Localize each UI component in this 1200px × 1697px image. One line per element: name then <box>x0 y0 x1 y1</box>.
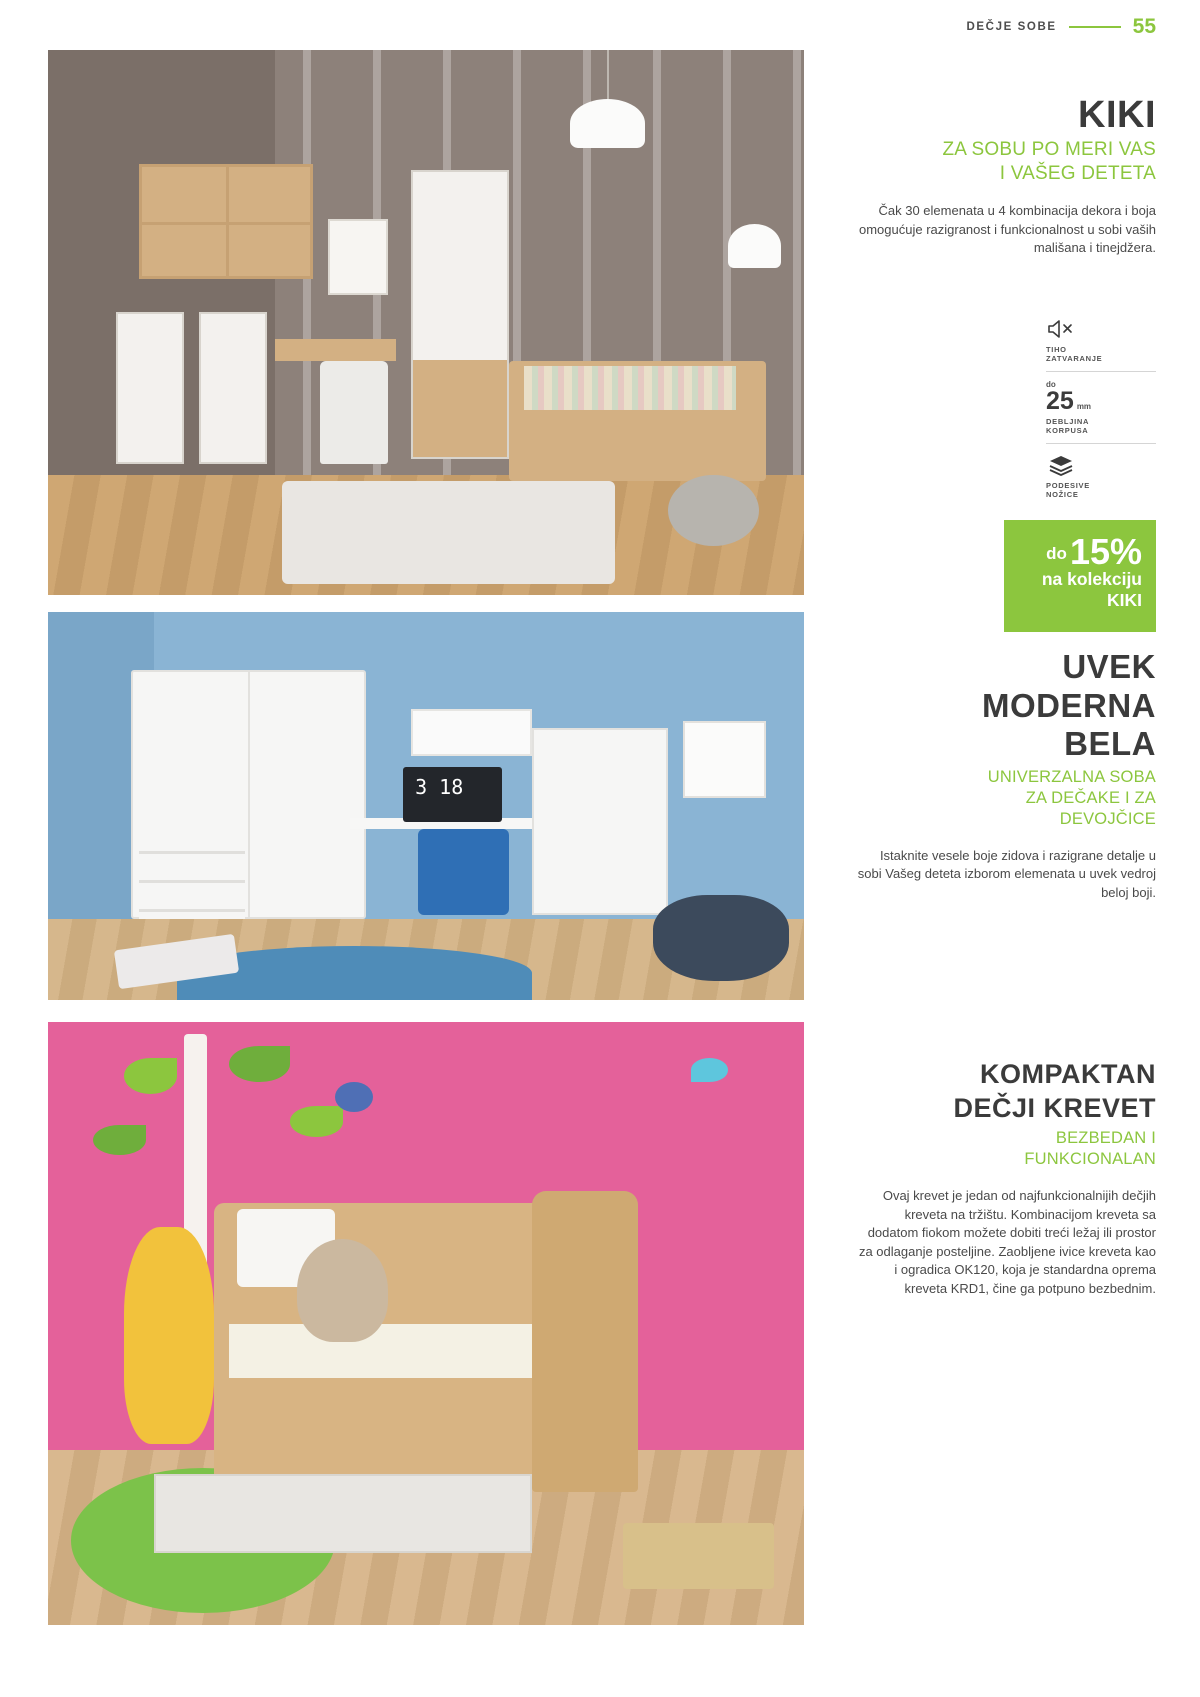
section-bed-text <box>856 1060 1156 1311</box>
beanbag <box>653 895 789 980</box>
thickness-unit: mm <box>1076 401 1092 411</box>
feature-panel-thickness <box>1046 380 1156 444</box>
feature-icon-list <box>856 316 1156 514</box>
mute-speaker-icon <box>1046 316 1156 342</box>
feature-caption-line2: ZATVARANJE <box>1046 354 1103 364</box>
mattress <box>229 1324 531 1378</box>
section-title-line1: UVEK <box>1062 648 1156 685</box>
floor-lamp <box>728 224 781 268</box>
discount-line2: na kolekciju <box>1041 569 1142 590</box>
desk <box>275 339 396 361</box>
section-subtitle-line3: DEVOJČICE <box>1059 809 1156 828</box>
cabinet-right <box>199 312 267 465</box>
header-category-label: DEČJE SOBE <box>966 20 1057 33</box>
panel-thickness-icon <box>1046 386 1156 415</box>
section-body: Ovaj krevet je jedan od najfunkcionalnijih dečjih kreveta na tržištu. Kombinacijom kreveta sa dodatom fiokom možete dobiti treći ležaj ili prostor za odlaganje posteljine. Zaobljene ivice kreveta kao i ogradica OK120, koja je standardna oprema kreveta KRD1, čine ga potpuno bezbednim. <box>858 1188 1156 1296</box>
discount-badge-top <box>1014 531 1142 572</box>
section-subtitle-line1: ZA SOBU PO MERI VAS <box>942 138 1156 160</box>
wall-poster-bear <box>683 721 766 799</box>
feature-caption-line2: NOŽICE <box>1046 489 1079 499</box>
section-subtitle-line2: ZA DEČAKE I ZA <box>1025 788 1156 807</box>
cabinet-left <box>116 312 184 465</box>
wall-shelf <box>411 709 532 756</box>
wall-decal-giraffe <box>124 1227 215 1444</box>
wardrobe-drawers <box>413 360 507 457</box>
discount-line3: KIKI <box>1107 589 1142 610</box>
feature-caption-line1: PODESIVE <box>1046 480 1090 490</box>
wooden-train-toy <box>623 1523 774 1589</box>
feature-caption-line1: TIHO <box>1046 345 1067 354</box>
section-body: Čak 30 elemenata u 4 kombinacija dekora i boja omogućuje razigranost i funkcionalnost u sobi vaših mališana i tinejdžera. <box>858 203 1156 256</box>
wall-picture-frame <box>328 219 388 295</box>
section-title-line2: DEČJI KREVET <box>953 1092 1156 1123</box>
section-title-line2: MODERNA <box>982 686 1156 724</box>
wall-decal-leaf <box>93 1125 146 1155</box>
discount-prefix: do <box>1046 544 1067 564</box>
pull-out-drawer <box>154 1474 532 1552</box>
section-title-line3: BELA <box>1064 725 1156 763</box>
wall-decal-leaf <box>124 1058 177 1094</box>
adjustable-feet-icon <box>1046 452 1156 478</box>
bed-linen <box>524 366 736 410</box>
pouf <box>668 475 759 546</box>
feature-caption-line2: KORPUSA <box>1046 426 1089 436</box>
wall-decal-leaf <box>229 1046 289 1082</box>
wall-shelf-unit <box>139 164 313 278</box>
section-body: Istaknite vesele boje zidova i razigrane detalje u sobi Vašeg deteta izborom elemenata u uvek vedroj beloj boji. <box>857 847 1156 900</box>
feature-adjustable-feet <box>1046 452 1156 507</box>
room-photo-kiki <box>48 50 804 595</box>
section-subtitle-line2: I VAŠEG DETETA <box>999 162 1156 184</box>
section-subtitle-line1: BEZBEDAN I <box>1055 1129 1156 1148</box>
section-title: KIKI <box>1078 94 1156 136</box>
page-header <box>967 16 1157 37</box>
section-white-text <box>856 650 1156 915</box>
section-subtitle-line2: FUNKCIONALAN <box>1024 1150 1156 1169</box>
thickness-value: 25 <box>1046 386 1074 415</box>
feature-soft-close <box>1046 316 1156 372</box>
page-number: 55 <box>1132 15 1156 38</box>
plush-toy <box>297 1239 388 1342</box>
thickness-prefix: do <box>1046 379 1056 389</box>
wardrobe <box>411 170 509 459</box>
section-title-line1: KOMPAKTAN <box>980 1059 1156 1089</box>
wardrobe-drawers <box>139 825 245 918</box>
wall-decal-leaf <box>290 1106 343 1136</box>
monitor-clock-text: 3 18 <box>415 774 464 799</box>
discount-percent: 15% <box>1069 531 1142 572</box>
room-photo-bed <box>48 1022 804 1625</box>
desk-chair-blue <box>418 829 509 914</box>
desk-chair <box>320 361 388 465</box>
section-subtitle-line1: UNIVERZALNA SOBA <box>987 767 1156 786</box>
monitor-screen <box>403 767 501 821</box>
section-kiki-text <box>856 96 1156 271</box>
shelf-cabinet <box>532 728 668 914</box>
pendant-lamp <box>570 99 646 148</box>
discount-badge <box>1004 520 1156 632</box>
bed-headboard <box>532 1191 638 1493</box>
room-photo-white <box>48 612 804 1000</box>
feature-caption-line1: DEBLJINA <box>1046 416 1090 426</box>
header-rule <box>1069 26 1121 28</box>
rug <box>282 481 615 585</box>
